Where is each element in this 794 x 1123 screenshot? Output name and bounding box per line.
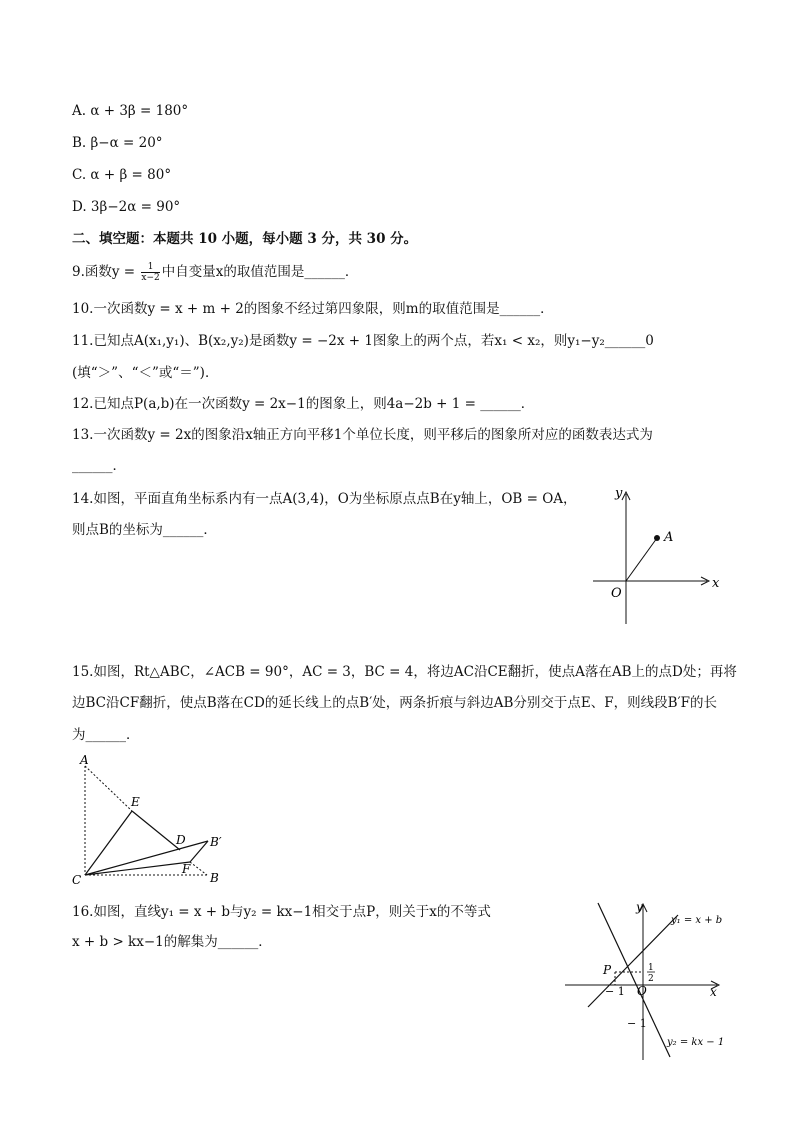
fig16-label-y2: y₂ = kx − 1 [667, 1037, 725, 1048]
q9-before: 9.函数y = [72, 264, 140, 280]
fig16-label-p: P [603, 963, 612, 977]
figure-15 [68, 752, 238, 892]
question-14-line1: 14.如图，平面直角坐标系内有一点A(3,4)，O为坐标原点点B在y轴上，OB = OA， [72, 491, 577, 507]
q9-frac-den: x−2 [141, 273, 160, 283]
question-13-line2: ______． [72, 458, 126, 474]
fig15-seg-bpf [190, 841, 208, 862]
fig16-label-x: x [710, 985, 717, 999]
figure-14 [585, 484, 735, 629]
fig16-line-y2 [598, 903, 670, 1057]
fig15-label-f: F [182, 862, 191, 876]
option-a: A. α + 3β = 180° [72, 103, 189, 119]
fig16-label-half-num: 1 [648, 963, 654, 973]
question-16-line1: 16.如图，直线y₁ = x + b与y₂ = kx−1相交于点P，则关于x的不等式 [72, 904, 491, 920]
question-15-line3: 为______． [72, 727, 140, 743]
fig15-seg-ed [132, 811, 180, 850]
fig16-label-y1: y₁ = x + b [671, 915, 723, 926]
fig16-label-o: O [637, 984, 647, 998]
question-9 [72, 262, 358, 283]
fig16-label-y: y [636, 900, 643, 914]
fig14-segment-oa [626, 538, 657, 581]
question-15-line2: 边BC沿CF翻折，使点B落在CD的延长线上的点B′处，两条折痕与斜边AB分别交于点E、F，则线段B′F的长 [72, 695, 717, 711]
fig14-label-a: A [664, 530, 674, 545]
fig14-label-x: x [712, 576, 720, 591]
figure-16 [560, 895, 735, 1065]
fig14-point-a [654, 535, 660, 541]
question-10: 10.一次函数y = x + m + 2的图象不经过第四象限，则m的取值范围是______． [72, 301, 554, 317]
fig15-label-b: B [210, 871, 219, 885]
fig15-hyp-ae [85, 766, 132, 811]
fig14-label-y: y [615, 486, 623, 501]
fig16-label-half-den: 2 [648, 974, 654, 984]
fig15-label-d: D [176, 833, 186, 847]
fig15-label-bprime: B′ [210, 835, 222, 849]
option-d: D. 3β−2α = 90° [72, 199, 181, 215]
q9-frac-num: 1 [141, 262, 159, 273]
option-b: B. β−α = 20° [72, 135, 163, 151]
fig16-label-neg1-x: − 1 [605, 985, 625, 998]
fig15-label-a: A [80, 753, 89, 767]
fig16-label-neg1-y: − 1 [627, 1017, 647, 1030]
question-14-line2: 则点B的坐标为______． [72, 522, 217, 538]
question-15-line1: 15.如图，Rt△ABC，∠ACB = 90°，AC = 3，BC = 4，将边AC沿CE翻折，使点A落在AB上的点D处；再将 [72, 664, 737, 680]
fig15-label-c: C [72, 873, 82, 887]
fig15-label-e: E [131, 795, 140, 809]
option-c: C. α + β = 80° [72, 167, 172, 183]
question-16-line2: x + b > kx−1的解集为______． [72, 934, 272, 950]
question-11-line1: 11.已知点A(x₁,y₁)、B(x₂,y₂)是函数y = −2x + 1图象上的两个点，若x₁ < x₂，则y₁−y₂______0 [72, 333, 654, 349]
question-11-line2: (填“＞”、“＜”或“＝”)． [72, 365, 219, 381]
fig15-fold-cf [85, 862, 190, 875]
question-13-line1: 13.一次函数y = 2x的图象沿x轴正方向平移1个单位长度，则平移后的图象所对应的函数表达式为 [72, 427, 653, 443]
q9-after: 中自变量x的取值范围是______． [161, 264, 359, 280]
fig15-hyp-fb [190, 862, 207, 875]
q9-fraction [141, 262, 159, 283]
fig14-label-o: O [611, 586, 622, 601]
fig16-line-y1 [588, 915, 678, 1007]
question-12: 12.已知点P(a,b)在一次函数y = 2x−1的图象上，则4a−2b + 1 = ______． [72, 396, 535, 412]
fig15-fold-ce [85, 811, 132, 875]
section-heading: 二、填空题：本题共 10 小题，每小题 3 分，共 30 分。 [72, 231, 418, 247]
